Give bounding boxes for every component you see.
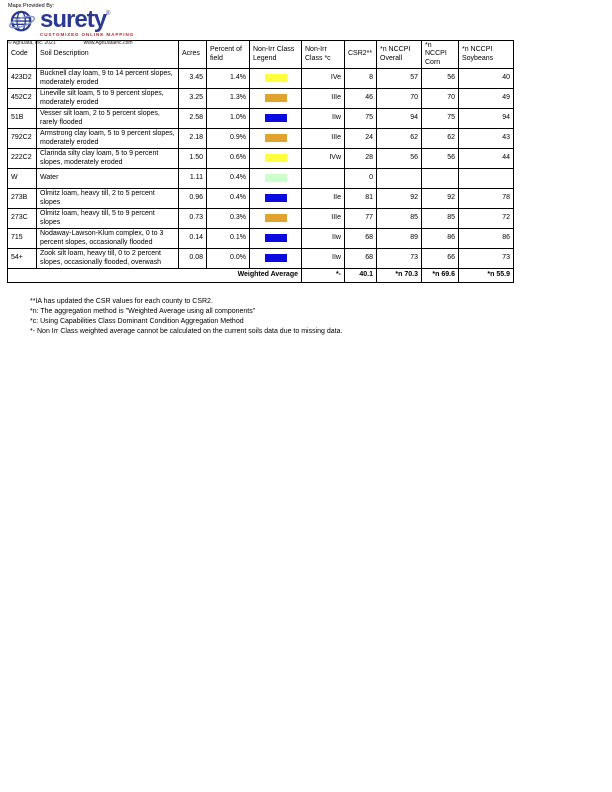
logo-wordmark: surety — [40, 6, 107, 33]
nccpi-soybeans-cell: 40 — [459, 69, 514, 89]
percent-cell: 0.1% — [207, 229, 250, 249]
legend-swatch — [265, 214, 287, 222]
non-irr-class-cell: IIIe — [302, 89, 345, 109]
column-header-percent-of-field: Percent of field — [207, 41, 250, 69]
nccpi-overall-cell: 92 — [377, 189, 422, 209]
percent-cell: 0.3% — [207, 209, 250, 229]
soil-table-row — [8, 229, 514, 249]
nccpi-corn-cell: 92 — [422, 189, 459, 209]
legend-swatch — [265, 254, 287, 262]
legend-cell — [250, 109, 302, 129]
csr2-cell: 24 — [345, 129, 377, 149]
table-header-row — [8, 41, 514, 69]
csr2-cell: 28 — [345, 149, 377, 169]
soil-code-cell: 715 — [8, 229, 37, 249]
csr2-cell: 75 — [345, 109, 377, 129]
maps-provided-by-label: Maps Provided By: — [8, 3, 55, 9]
nccpi-corn-cell: 75 — [422, 109, 459, 129]
nccpi-soybeans-cell: 49 — [459, 89, 514, 109]
soil-description-cell: Clarinda silty clay loam, 5 to 9 percent slopes, moderately eroded — [37, 149, 179, 169]
percent-cell: 0.0% — [207, 249, 250, 269]
column-header-non-irr-class-legend: Non-Irr Class Legend — [250, 41, 302, 69]
soil-table-row — [8, 129, 514, 149]
percent-cell: 0.4% — [207, 169, 250, 189]
percent-cell: 0.9% — [207, 129, 250, 149]
weighted-average-nccpi-corn: *n 69.6 — [422, 269, 459, 283]
nccpi-corn-cell: 86 — [422, 229, 459, 249]
soil-table-row — [8, 189, 514, 209]
footnote-aggregation-n: *n: The aggregation method is "Weighted Average using all components" — [30, 308, 256, 316]
csr2-cell: 68 — [345, 229, 377, 249]
acres-cell: 0.96 — [179, 189, 207, 209]
legend-swatch — [265, 154, 287, 162]
weighted-average-label: Weighted Average — [8, 269, 302, 283]
nccpi-overall-cell: 73 — [377, 249, 422, 269]
globe-icon — [8, 10, 38, 34]
legend-swatch — [265, 74, 287, 82]
soil-table-row — [8, 249, 514, 269]
soil-description-cell: Vesser silt loam, 2 to 5 percent slopes, rarely flooded — [37, 109, 179, 129]
weighted-average-csr2: 40.1 — [345, 269, 377, 283]
nccpi-soybeans-cell: 94 — [459, 109, 514, 129]
legend-cell — [250, 249, 302, 269]
nccpi-soybeans-cell: 86 — [459, 229, 514, 249]
soil-description-cell: Lineville silt loam, 5 to 9 percent slopes, moderately eroded — [37, 89, 179, 109]
soil-code-cell: 792C2 — [8, 129, 37, 149]
soil-description-cell: Bucknell clay loam, 9 to 14 percent slopes, moderately eroded — [37, 69, 179, 89]
footnote-aggregation-c: *c: Using Capabilities Class Dominant Condition Aggregation Method — [30, 318, 244, 326]
nccpi-overall-cell: 94 — [377, 109, 422, 129]
legend-swatch — [265, 94, 287, 102]
non-irr-class-cell: IIw — [302, 229, 345, 249]
legend-swatch — [265, 234, 287, 242]
non-irr-class-cell: IIe — [302, 189, 345, 209]
percent-cell: 1.3% — [207, 89, 250, 109]
column-header-csr2: CSR2** — [345, 41, 377, 69]
nccpi-overall-cell: 62 — [377, 129, 422, 149]
csr2-cell: 0 — [345, 169, 377, 189]
website-text: www.AgriDataInc.com — [83, 40, 133, 46]
nccpi-soybeans-cell: 73 — [459, 249, 514, 269]
percent-cell: 1.4% — [207, 69, 250, 89]
soil-code-cell: 54+ — [8, 249, 37, 269]
non-irr-class-cell: IIw — [302, 249, 345, 269]
nccpi-soybeans-cell: 43 — [459, 129, 514, 149]
nccpi-overall-cell — [377, 169, 422, 189]
legend-cell — [250, 149, 302, 169]
soil-table-row — [8, 169, 514, 189]
footnotes — [30, 297, 342, 338]
non-irr-class-cell: IIw — [302, 109, 345, 129]
soil-productivity-table — [7, 40, 514, 283]
non-irr-class-cell: IIIe — [302, 129, 345, 149]
column-header-nccpi-overall: *n NCCPI Overall — [377, 41, 422, 69]
column-header-soil-description: Soil Description — [37, 41, 179, 69]
nccpi-corn-cell: 70 — [422, 89, 459, 109]
legend-cell — [250, 89, 302, 109]
non-irr-class-cell — [302, 169, 345, 189]
legend-cell — [250, 229, 302, 249]
acres-cell: 1.50 — [179, 149, 207, 169]
column-header-nccpi-soybeans: *n NCCPI Soybeans — [459, 41, 514, 69]
legend-swatch — [265, 194, 287, 202]
soil-table-row — [8, 209, 514, 229]
soil-description-cell: Water — [37, 169, 179, 189]
nccpi-corn-cell: 85 — [422, 209, 459, 229]
csr2-cell: 77 — [345, 209, 377, 229]
soil-description-cell: Armstrong clay loam, 5 to 9 percent slopes, moderately eroded — [37, 129, 179, 149]
soil-code-cell: W — [8, 169, 37, 189]
legend-cell — [250, 209, 302, 229]
legend-swatch — [265, 114, 287, 122]
nccpi-corn-cell: 56 — [422, 149, 459, 169]
acres-cell: 2.58 — [179, 109, 207, 129]
soil-code-cell: 452C2 — [8, 89, 37, 109]
nccpi-corn-cell — [422, 169, 459, 189]
nccpi-overall-cell: 57 — [377, 69, 422, 89]
soil-table-row — [8, 89, 514, 109]
soil-table-row — [8, 109, 514, 129]
soil-table-row — [8, 149, 514, 169]
acres-cell: 0.14 — [179, 229, 207, 249]
csr2-cell: 81 — [345, 189, 377, 209]
nccpi-corn-cell: 56 — [422, 69, 459, 89]
weighted-average-row — [8, 269, 514, 283]
registered-mark: ® — [106, 11, 111, 17]
logo-tagline: CUSTOMIZED ONLINE MAPPING — [40, 32, 135, 37]
soil-table-body — [8, 69, 514, 269]
acres-cell: 2.18 — [179, 129, 207, 149]
percent-cell: 1.0% — [207, 109, 250, 129]
nccpi-soybeans-cell — [459, 169, 514, 189]
soil-code-cell: 51B — [8, 109, 37, 129]
acres-cell: 0.73 — [179, 209, 207, 229]
csr2-cell: 8 — [345, 69, 377, 89]
nccpi-soybeans-cell: 44 — [459, 149, 514, 169]
csr2-cell: 46 — [345, 89, 377, 109]
nccpi-corn-cell: 62 — [422, 129, 459, 149]
nccpi-soybeans-cell: 78 — [459, 189, 514, 209]
footnote-csr2: **IA has updated the CSR values for each county to CSR2. — [30, 298, 213, 305]
soil-description-cell: Zook silt loam, heavy till, 0 to 2 percent slopes, occasionally flooded, overwash — [37, 249, 179, 269]
nccpi-overall-cell: 70 — [377, 89, 422, 109]
nccpi-soybeans-cell: 72 — [459, 209, 514, 229]
soil-table-row — [8, 69, 514, 89]
legend-cell — [250, 189, 302, 209]
soil-description-cell: Olmitz loam, heavy till, 5 to 9 percent slopes — [37, 209, 179, 229]
acres-cell: 3.25 — [179, 89, 207, 109]
soil-code-cell: 273C — [8, 209, 37, 229]
acres-cell: 1.11 — [179, 169, 207, 189]
legend-cell — [250, 69, 302, 89]
legend-cell — [250, 169, 302, 189]
soil-description-cell: Olmitz loam, heavy till, 2 to 5 percent slopes — [37, 189, 179, 209]
non-irr-class-cell: IIIe — [302, 209, 345, 229]
legend-swatch — [265, 174, 287, 182]
acres-cell: 3.45 — [179, 69, 207, 89]
acres-cell: 0.08 — [179, 249, 207, 269]
weighted-average-nccpi-soybeans: *n 55.9 — [459, 269, 514, 283]
legend-cell — [250, 129, 302, 149]
column-header-acres: Acres — [179, 41, 207, 69]
legend-swatch — [265, 134, 287, 142]
nccpi-overall-cell: 89 — [377, 229, 422, 249]
nccpi-overall-cell: 85 — [377, 209, 422, 229]
weighted-average-non-irr-class: *- — [302, 269, 345, 283]
non-irr-class-cell: IVw — [302, 149, 345, 169]
column-header-non-irr-class: Non-Irr Class *c — [302, 41, 345, 69]
logo-text-block — [40, 6, 135, 37]
nccpi-corn-cell: 66 — [422, 249, 459, 269]
footnote-missing-data: *- Non Irr Class weighted average cannot be calculated on the current soils data due to missing data. — [30, 328, 343, 336]
soil-description-cell: Nodaway-Lawson-Klum complex, 0 to 3 percent slopes, occasionally flooded — [37, 229, 179, 249]
non-irr-class-cell: IVe — [302, 69, 345, 89]
soil-code-cell: 273B — [8, 189, 37, 209]
column-header-nccpi-corn: *n NCCPI Corn — [422, 41, 459, 69]
weighted-average-nccpi-overall: *n 70.3 — [377, 269, 422, 283]
soil-code-cell: 222C2 — [8, 149, 37, 169]
csr2-cell: 68 — [345, 249, 377, 269]
copyright-text: © AgriData, Inc. 2021 — [8, 40, 56, 46]
percent-cell: 0.4% — [207, 189, 250, 209]
column-header-code: Code — [8, 41, 37, 69]
percent-cell: 0.6% — [207, 149, 250, 169]
nccpi-overall-cell: 56 — [377, 149, 422, 169]
soil-code-cell: 423D2 — [8, 69, 37, 89]
